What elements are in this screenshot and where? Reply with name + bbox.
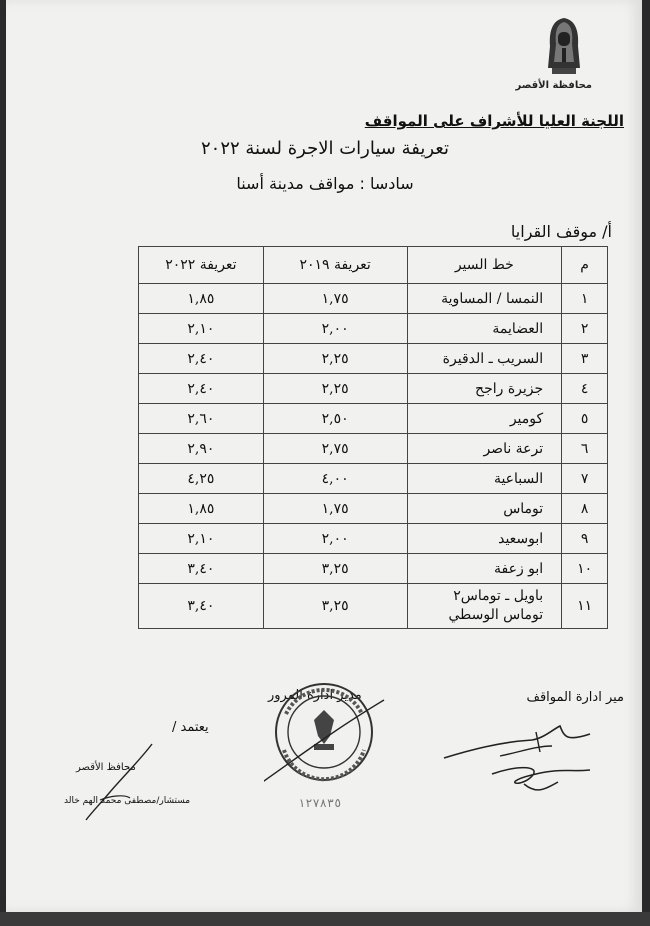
row-tariff-2019: ١,٧٥	[263, 494, 407, 524]
header-tariff-2022: تعريفة ٢٠٢٢	[139, 247, 264, 284]
row-tariff-2022: ٢,٤٠	[139, 374, 264, 404]
header-num: م	[562, 247, 608, 284]
row-num: ٥	[562, 404, 608, 434]
route-line-2: توماس الوسطي	[448, 607, 544, 623]
row-route: كومير	[407, 404, 562, 434]
table-row	[139, 284, 608, 314]
row-route: السباعية	[407, 464, 562, 494]
row-num: ٢	[562, 314, 608, 344]
row-tariff-2019: ٣,٢٥	[263, 554, 407, 584]
row-route: ابو زعفة	[407, 554, 562, 584]
table-row	[139, 434, 608, 464]
document-title: تعريفة سيارات الاجرة لسنة ٢٠٢٢	[201, 138, 449, 159]
row-num: ٩	[562, 524, 608, 554]
row-route: ترعة ناصر	[407, 434, 562, 464]
header-tariff-2019: تعريفة ٢٠١٩	[263, 247, 407, 284]
row-tariff-2019: ٢,٢٥	[263, 374, 407, 404]
table-header-row	[139, 247, 608, 284]
row-route: توماس	[407, 494, 562, 524]
row-num: ٣	[562, 344, 608, 374]
row-num: ٦	[562, 434, 608, 464]
row-tariff-2019: ٤,٠٠	[263, 464, 407, 494]
route-line-1: باويل ـ توماس٢	[453, 588, 544, 604]
row-num: ١١	[562, 584, 608, 629]
row-tariff-2022: ١,٨٥	[139, 494, 264, 524]
table-row	[139, 344, 608, 374]
row-route	[407, 584, 562, 629]
section-label: أ/ موقف القرايا	[510, 222, 612, 241]
row-num: ٤	[562, 374, 608, 404]
table-row	[139, 494, 608, 524]
row-tariff-2022: ٣,٤٠	[139, 554, 264, 584]
parking-manager-signature	[440, 712, 600, 802]
governorate-logo	[515, 16, 592, 100]
row-tariff-2019: ٢,٢٥	[263, 344, 407, 374]
document-subtitle: سادسا : مواقف مدينة أسنا	[236, 174, 414, 193]
approve-label: يعتمد /	[172, 720, 209, 735]
row-tariff-2022: ٢,١٠	[139, 314, 264, 344]
table-row	[139, 554, 608, 584]
row-num: ٧	[562, 464, 608, 494]
row-tariff-2022: ٢,٩٠	[139, 434, 264, 464]
row-tariff-2022: ٤,٢٥	[139, 464, 264, 494]
row-tariff-2022: ٢,٦٠	[139, 404, 264, 434]
table-row	[139, 374, 608, 404]
row-route: النمسا / المساوية	[407, 284, 562, 314]
row-route: جزيرة راجح	[407, 374, 562, 404]
stamp-number: ١٢٧٨٣٥	[298, 796, 342, 810]
row-tariff-2019: ٢,٥٠	[263, 404, 407, 434]
row-tariff-2022: ٢,٤٠	[139, 344, 264, 374]
row-route: السريب ـ الدقيرة	[407, 344, 562, 374]
table-row	[139, 584, 608, 629]
row-num: ١	[562, 284, 608, 314]
row-tariff-2019: ١,٧٥	[263, 284, 407, 314]
parking-manager-label: مير ادارة المواقف	[526, 690, 624, 705]
table-row	[139, 314, 608, 344]
committee-heading: اللجنة العليا للأشراف على المواقف	[364, 112, 624, 130]
row-tariff-2019: ٢,٧٥	[263, 434, 407, 464]
table-row	[139, 404, 608, 434]
official-stamp	[264, 680, 394, 790]
row-tariff-2022: ١,٨٥	[139, 284, 264, 314]
page-bottom-edge	[0, 912, 650, 926]
header-route: خط السير	[407, 247, 562, 284]
row-tariff-2019: ٣,٢٥	[263, 584, 407, 629]
governor-label: محافظ الأقصر	[76, 762, 136, 773]
row-tariff-2022: ٣,٤٠	[139, 584, 264, 629]
row-num: ١٠	[562, 554, 608, 584]
governor-signature	[80, 740, 170, 824]
row-num: ٨	[562, 494, 608, 524]
pharaoh-mask-icon	[546, 16, 582, 78]
table-row	[139, 464, 608, 494]
row-route: ابوسعيد	[407, 524, 562, 554]
tariff-table	[138, 246, 608, 629]
row-tariff-2019: ٢,٠٠	[263, 524, 407, 554]
logo-caption: محافظة الأقصر	[515, 80, 592, 91]
row-route: العضايمة	[407, 314, 562, 344]
row-tariff-2019: ٢,٠٠	[263, 314, 407, 344]
row-tariff-2022: ٢,١٠	[139, 524, 264, 554]
table-row	[139, 524, 608, 554]
traffic-director-label: مدير ادارة المرور	[268, 688, 362, 703]
advisor-name: مستشار/مصطفى محمد الهم خالد	[64, 796, 191, 806]
